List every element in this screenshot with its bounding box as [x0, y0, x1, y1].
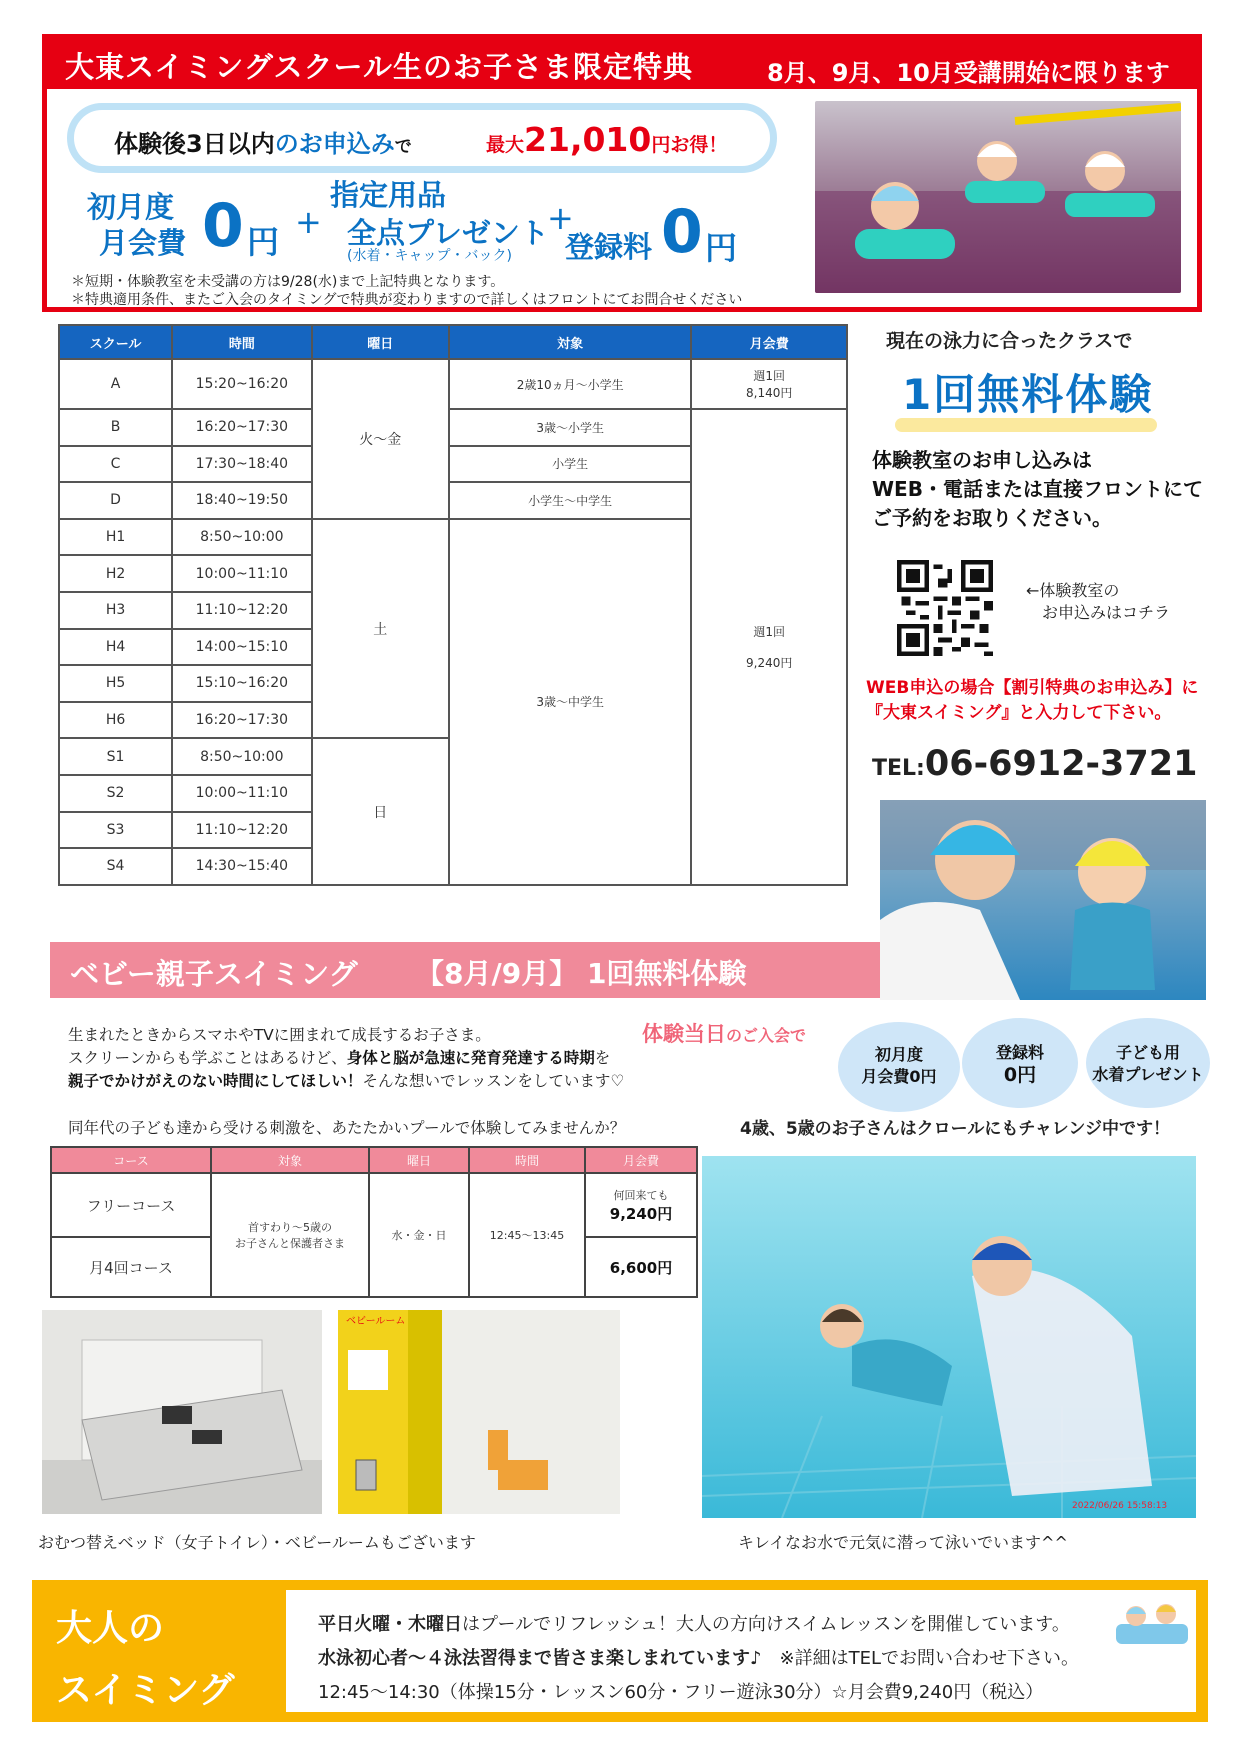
circle3-l2: 水着プレゼント — [1092, 1065, 1204, 1084]
time-cell: 15:20~16:20 — [172, 359, 311, 409]
adult-info-box — [286, 1590, 1196, 1712]
target-cell: 3歳～小学生 — [449, 409, 691, 446]
baby-text-2b: 身体と脳が急速に発育発達する時期 — [346, 1049, 595, 1067]
tel-label: TEL: — [872, 756, 925, 781]
time-cell: 10:00~11:10 — [172, 555, 311, 592]
baby-col-fee: 月会費 — [585, 1147, 697, 1173]
baby-text-2c: を — [594, 1049, 611, 1067]
kids-kickboard-photo — [815, 101, 1181, 293]
table-row — [59, 409, 847, 446]
promo-box — [42, 34, 1202, 312]
baby-subtitle: 【8月/9月】 1回無料体験 — [416, 957, 747, 990]
trial-lead: 現在の泳力に合ったクラスで — [886, 330, 1133, 352]
col-target: 対象 — [449, 325, 691, 359]
tel-number: 06-6912-3721 — [924, 744, 1198, 784]
table-row — [51, 1173, 697, 1237]
web-note-2: 『大東スイミング』と入力して下さい。 — [866, 703, 1172, 723]
adult-line-1 — [318, 1610, 1070, 1636]
promo-header — [47, 39, 1197, 89]
adult-line-2 — [318, 1644, 1079, 1670]
caption-baby-room: おむつ替えベッド（女子トイレ）・ベビールームもございます — [38, 1533, 476, 1552]
table-row — [59, 359, 847, 409]
circle1-l1: 初月度 — [874, 1045, 923, 1064]
pill-amount: 21,010 — [524, 120, 652, 159]
time-cell: 11:10~12:20 — [172, 812, 311, 849]
plus-sign-1: + — [295, 203, 322, 241]
fee1: 9,240円 — [609, 1204, 673, 1223]
day-cell: 水・金・日 — [369, 1173, 469, 1297]
fee-b-line2: 9,240円 — [746, 655, 793, 670]
time-cell: 10:00~11:10 — [172, 775, 311, 812]
time-cell: 15:10~16:20 — [172, 665, 311, 702]
day-cell: 土 — [312, 519, 449, 739]
fee1-note: 何回来ても — [613, 1188, 669, 1202]
school-cell: H2 — [59, 555, 172, 592]
course-cell: フリーコース — [51, 1173, 211, 1237]
benefit1-line1: 初月度 — [87, 190, 175, 224]
room-sign: ベビールーム — [346, 1316, 406, 1327]
qr-code[interactable] — [897, 560, 993, 656]
col-time: 時間 — [172, 325, 311, 359]
adult-line-3: 12:45～14:30（体操15分・レッスン60分・フリー遊泳30分）☆月会費9,240円（税込） — [318, 1682, 1044, 1703]
time-cell: 11:10~12:20 — [172, 592, 311, 629]
time-cell: 8:50~10:00 — [172, 519, 311, 556]
day-cell: 日 — [312, 738, 449, 884]
baby-col-day: 曜日 — [369, 1147, 469, 1173]
fee-b-line1: 週1回 — [753, 624, 786, 639]
pill-lead-1: 体験後3日以内 — [114, 130, 275, 158]
baby-description — [68, 1024, 688, 1093]
promo-period: 8月、9月、10月受講開始に限ります — [767, 59, 1170, 87]
baby-col-time: 時間 — [469, 1147, 585, 1173]
school-cell: S1 — [59, 738, 172, 775]
trial-desc-1: 体験教室のお申し込みは — [872, 448, 1092, 472]
underwater-photo — [702, 1156, 1196, 1518]
pill-lead-3: で — [394, 137, 412, 157]
target-cell — [211, 1173, 369, 1297]
baby-title: ベビー親子スイミング — [70, 957, 358, 991]
fee-cell — [585, 1237, 697, 1297]
day-join-1: 体験当日 — [642, 1022, 726, 1046]
school-cell: S3 — [59, 812, 172, 849]
school-cell: B — [59, 409, 172, 446]
pill-lead-2: のお申込み — [274, 130, 395, 158]
benefit-monthly-fee — [87, 189, 186, 261]
baby-target-1: 首すわり～5歳の — [248, 1221, 332, 1234]
adult-l1b: はプールでリフレッシュ！大人の方向けスイムレッスンを開催しています。 — [462, 1614, 1070, 1635]
benefit2-line2: 全点プレゼント — [347, 216, 549, 250]
benefit1-line2: 月会費 — [99, 226, 187, 260]
promo-note-2: ＊特典適用条件、またご入会のタイミングで特典が変わりますので詳しくはフロントにてお問合せください — [71, 292, 743, 308]
fee-a-line1: 週1回 — [753, 369, 786, 383]
benefit-circle-swimsuit — [1086, 1018, 1210, 1108]
qr-note — [1026, 580, 1170, 624]
school-cell: H5 — [59, 665, 172, 702]
time-cell: 18:40~19:50 — [172, 482, 311, 519]
benefit3-label: 登録料 — [565, 230, 653, 264]
target-cell: 小学生～中学生 — [449, 482, 691, 519]
benefit3-yen: 円 — [705, 229, 738, 267]
school-cell: S2 — [59, 775, 172, 812]
baby-text-3b: そんな想いでレッスンをしています♡ — [362, 1072, 625, 1090]
baby-text-3a: 親子でかけがえのない時間にしてほしい！ — [68, 1072, 363, 1090]
baby-col-course: コース — [51, 1147, 211, 1173]
crawl-note: 4歳、5歳のお子さんはクロールにもチャレンジ中です！ — [740, 1119, 1170, 1139]
promo-pill — [67, 103, 777, 173]
col-school: スクール — [59, 325, 172, 359]
fee-cell — [691, 409, 847, 885]
adult-section — [32, 1580, 1208, 1722]
day-join-label — [642, 1018, 806, 1048]
benefit-circle-monthly — [838, 1022, 960, 1112]
col-fee: 月会費 — [691, 325, 847, 359]
baby-text-2 — [68, 1047, 688, 1070]
fee2: 6,600円 — [609, 1258, 673, 1277]
fee-cell — [585, 1173, 697, 1237]
baby-text-3 — [68, 1070, 688, 1093]
pill-max — [486, 120, 727, 159]
benefit2-sub: (水着・キャップ・バック) — [347, 248, 512, 264]
adult-title — [56, 1598, 235, 1722]
school-cell: H1 — [59, 519, 172, 556]
web-note-1: WEB申込の場合【割引特典のお申込み】に — [866, 678, 1199, 698]
circle3-l1: 子ども用 — [1115, 1043, 1180, 1062]
day-join-2: のご入会で — [726, 1026, 807, 1045]
photo-timestamp: 2022/06/26 15:58:13 — [1072, 1501, 1168, 1511]
target-cell: 2歳10ヵ月～小学生 — [449, 359, 691, 409]
baby-target-2: お子さんと保護者さま — [235, 1237, 345, 1250]
fee-cell — [691, 359, 847, 409]
phone-number[interactable] — [872, 744, 1197, 784]
baby-question: 同年代の子ども達から受ける刺激を、あたたかいプールで体験してみませんか？ — [68, 1119, 626, 1137]
circle1-l2: 月会費0円 — [861, 1067, 937, 1086]
plus-sign-2: + — [547, 199, 574, 237]
time-cell: 16:20~17:30 — [172, 409, 311, 446]
baby-text-2a: スクリーンからも学ぶことはあるけど、 — [68, 1049, 347, 1067]
fee-a-line2: 8,140円 — [746, 386, 793, 400]
school-cell: H4 — [59, 629, 172, 666]
benefit2-line1: 指定用品 — [330, 178, 447, 212]
circle2-l2: 0円 — [1003, 1064, 1037, 1086]
web-note — [866, 676, 1226, 726]
baby-section-band — [50, 942, 880, 998]
adult-l2b: ※詳細はTELでお問い合わせ下さい。 — [761, 1648, 1079, 1669]
baby-course-table — [50, 1146, 698, 1298]
trial-desc-2: WEB・電話または直接フロントにて — [872, 477, 1203, 501]
circle2-l1: 登録料 — [995, 1043, 1044, 1062]
target-cell: 小学生 — [449, 446, 691, 483]
benefit3-zero: 0 — [661, 197, 703, 267]
school-cell: A — [59, 359, 172, 409]
promo-title: 大東スイミングスクール生のお子さま限定特典 — [65, 50, 693, 84]
qr-note-1: ←体験教室の — [1026, 581, 1120, 600]
pill-suffix: 円お得！ — [651, 134, 728, 156]
caption-underwater: キレイなお水で元気に潜って泳いでいます^^ — [738, 1533, 1068, 1552]
time-cell: 17:30~18:40 — [172, 446, 311, 483]
adult-title-1: 大人の — [56, 1608, 165, 1649]
time-cell: 16:20~17:30 — [172, 702, 311, 739]
time-cell: 8:50~10:00 — [172, 738, 311, 775]
baby-text-1: 生まれたときからスマホやTVに囲まれて成長するお子さま。 — [68, 1026, 491, 1044]
diaper-bed-photo — [42, 1310, 322, 1514]
trial-headline: 1回無料体験 — [902, 370, 1154, 419]
adult-l2a: 水泳初心者～４泳法習得まで皆さま楽しまれています♪ — [318, 1648, 762, 1669]
schedule-table — [58, 324, 848, 886]
trial-desc-3: ご予約をお取りください。 — [872, 506, 1112, 530]
target-cell: 3歳～中学生 — [449, 519, 691, 885]
benefit-circle-registration — [962, 1018, 1078, 1108]
school-cell: D — [59, 482, 172, 519]
adult-l1a: 平日火曜・木曜日 — [318, 1614, 462, 1635]
qr-note-2: お申込みはコチラ — [1042, 603, 1171, 622]
time-cell: 14:30~15:40 — [172, 848, 311, 885]
baby-table-header — [51, 1147, 697, 1173]
instructor-child-photo — [880, 800, 1206, 1000]
schedule-header-row — [59, 325, 847, 359]
day-cell: 火～金 — [312, 359, 449, 519]
course-cell: 月4回コース — [51, 1237, 211, 1297]
baby-room-photo — [338, 1310, 620, 1514]
time-cell: 14:00~15:10 — [172, 629, 311, 666]
benefit1-yen: 円 — [247, 223, 280, 261]
benefit1-zero: 0 — [202, 191, 244, 261]
pill-lead — [114, 124, 412, 159]
school-cell: C — [59, 446, 172, 483]
trial-description — [872, 446, 1212, 533]
school-cell: H6 — [59, 702, 172, 739]
promo-note-1: ＊短期・体験教室を未受講の方は9/28(水)まで上記特典となります。 — [71, 274, 505, 290]
swimmers-icon — [1116, 1594, 1188, 1644]
col-day: 曜日 — [312, 325, 449, 359]
pill-max-label: 最大 — [486, 134, 525, 156]
school-cell: S4 — [59, 848, 172, 885]
school-cell: H3 — [59, 592, 172, 629]
baby-col-target: 対象 — [211, 1147, 369, 1173]
time-cell: 12:45～13:45 — [469, 1173, 585, 1297]
adult-title-2: スイミング — [56, 1670, 235, 1711]
